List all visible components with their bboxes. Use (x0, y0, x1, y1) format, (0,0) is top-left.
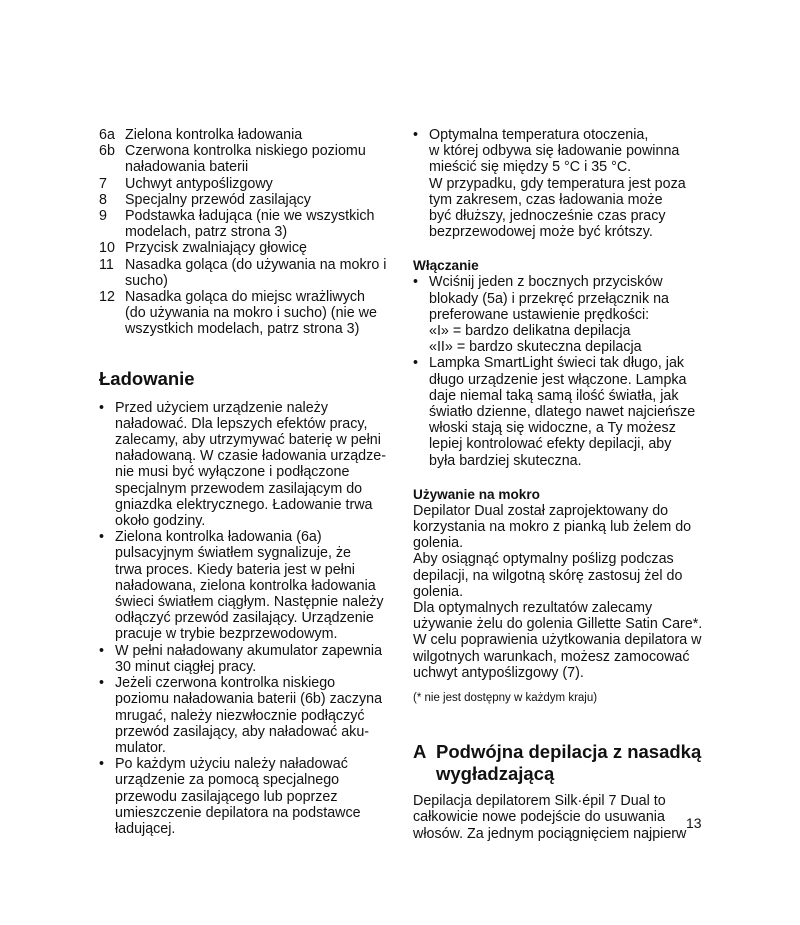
text-line: pracuje w trybie bezprzewodowym. (115, 626, 338, 643)
text-line: mieścić się między 5 °C i 35 °C. (429, 159, 632, 176)
part-text: Zielona kontrolka ładowania (125, 127, 303, 143)
text-line: Zielona kontrolka ładowania (6a) (115, 529, 322, 546)
list-item (99, 400, 393, 530)
text-line: Dla optymalnych rezultatów zalecamy (413, 600, 653, 617)
part-number: 10 (99, 240, 115, 257)
text-line: specjalnym przewodem zasilającym do (115, 480, 363, 497)
bullet-icon: • (413, 274, 419, 291)
parts-list-item (99, 208, 393, 240)
text-line: blokady (5a) i przekręć przełącznik na (429, 290, 669, 307)
list-item (413, 355, 705, 468)
text-line: W przypadku, gdy temperatura jest poza (429, 175, 686, 192)
text-line: daje niemal taką samą ilość światła, jak (429, 387, 679, 404)
text-line: włoski stają się widoczne, a Ty możesz (429, 420, 676, 437)
text-line: być dłuższy, jednocześnie czas pracy (429, 208, 666, 225)
bullet-icon: • (99, 675, 105, 692)
parts-list-item (99, 143, 393, 175)
list-item (99, 529, 393, 642)
text-line: mulator. (115, 739, 166, 756)
text-line: światło dzienne, dlatego nawet najcieńsze (429, 404, 696, 421)
text-line: Lampka SmartLight świeci tak długo, jak (429, 355, 685, 372)
part-text: sucho) (125, 272, 168, 289)
text-line: lepiej kontrolować efekty depilacji, aby (429, 436, 672, 453)
parts-list-item (99, 192, 393, 208)
part-text: Przycisk zwalniający głowicę (125, 240, 307, 257)
part-number: 6a (99, 127, 115, 143)
part-text: Uchwyt antypoślizgowy (125, 175, 273, 192)
charging-list (99, 400, 393, 837)
text-line: była bardziej skuteczna. (429, 452, 582, 469)
text-line: długo urządzenie jest włączone. Lampka (429, 371, 687, 388)
text-line: poziomu naładowania baterii (6b) zaczyna (115, 691, 383, 708)
text-line: używanie żelu do golenia Gillette Satin Care*. (413, 616, 703, 633)
bullet-icon: • (413, 355, 419, 372)
text-line: preferowane ustawienie prędkości: (429, 306, 650, 323)
text-line: wilgotnych warunkach, możesz zamocować (413, 648, 690, 665)
part-text: Specjalny przewód zasilający (125, 191, 311, 208)
text-line: golenia. (413, 535, 464, 552)
text-line: golenia. (413, 583, 464, 600)
text-line: świeci światłem ciągłym. Następnie należy (115, 594, 384, 611)
part-number: 7 (99, 175, 107, 192)
text-line: W pełni naładowany akumulator zapewnia (115, 642, 383, 659)
text-line: przewód zasilający, aby naładować aku- (115, 723, 370, 740)
part-text: Czerwona kontrolka niskiego poziomu (125, 143, 366, 160)
text-line: w której odbywa się ładowanie powinna (429, 143, 680, 160)
text-line: Depilator Dual został zaprojektowany do (413, 502, 669, 519)
text-line: nie musi być wyłączone i podłączone (115, 464, 350, 481)
left-column (99, 127, 393, 837)
charging-heading: Ładowanie (99, 367, 195, 389)
part-text: (do używania na mokro i sucho) (nie we (125, 305, 377, 322)
switching-on-list (413, 274, 705, 468)
text-line: Wciśnij jeden z bocznych przycisków (429, 274, 663, 291)
footnote: (* nie jest dostępny w każdym kraju) (413, 692, 598, 705)
text-line: urządzenie za pomocą specjalnego (115, 772, 340, 789)
right-column (413, 127, 705, 842)
bullet-icon: • (413, 127, 419, 143)
list-item (99, 675, 393, 756)
text-line: Po każdym użyciu należy naładować (115, 756, 348, 773)
text-line: zalecamy, aby utrzymywać baterię w pełni (115, 432, 381, 449)
page-number: 13 (686, 815, 702, 831)
list-item (413, 127, 705, 240)
parts-list (99, 127, 393, 338)
parts-list-item (99, 257, 393, 289)
text-line: naładować. Dla lepszych efektów pracy, (115, 415, 368, 432)
part-text: Nasadka goląca do miejsc wrażliwych (125, 289, 365, 306)
bullet-icon: • (99, 399, 105, 416)
text-line: depilacji, na wilgotną skórę zastosuj żel do (413, 567, 683, 584)
text-line: pulsacyjnym światłem sygnalizuje, że (115, 545, 351, 562)
text-line: odłączyć przewód zasilający. Urządzenie (115, 610, 374, 627)
part-number: 11 (99, 256, 114, 273)
text-line: gniazdka elektrycznego. Ładowanie trwa (115, 496, 373, 513)
text-line: Jeżeli czerwona kontrolka niskiego (115, 675, 336, 692)
text-line: przewodu zasilającego lub poprzez (115, 788, 338, 805)
parts-list-item (99, 240, 393, 256)
text-line: 30 minut ciągłej pracy. (115, 658, 257, 675)
temperature-list (413, 127, 705, 240)
text-line: W celu poprawienia użytkowania depilatora w (413, 632, 702, 649)
section-letter: A (413, 741, 427, 763)
text-line: Optymalna temperatura otoczenia, (429, 127, 649, 143)
part-text: Podstawka ładująca (nie we wszystkich (125, 208, 375, 225)
switching-on-heading: Włączanie (413, 258, 479, 274)
bullet-icon: • (99, 529, 105, 546)
text-line: korzystania na mokro z pianką lub żelem do (413, 519, 692, 536)
text-line: naładowaną. W czasie ładowania urządze- (115, 448, 386, 465)
text-line: «I» = bardzo delikatna depilacja (429, 323, 631, 340)
bullet-icon: • (99, 756, 105, 773)
wet-use-text (413, 503, 705, 681)
text-line: trwa proces. Kiedy bateria jest w pełni (115, 561, 355, 578)
part-number: 8 (99, 191, 107, 208)
text-line: uchwyt antypoślizgowy (7). (413, 664, 584, 681)
part-text: naładowania baterii (125, 159, 249, 176)
text-line: Depilacja depilatorem Silk·épil 7 Dual to (413, 793, 666, 810)
section-title-line: wygładzającą (436, 763, 555, 785)
text-line: ładującej. (115, 820, 176, 837)
parts-list-item (99, 127, 393, 143)
text-line: bezprzewodowej może być krótszy. (429, 224, 653, 241)
part-text: Nasadka goląca (do używania na mokro i (125, 256, 387, 273)
text-line: tym zakresem, czas ładowania może (429, 191, 663, 208)
text-line: około godziny. (115, 513, 206, 530)
wet-use-heading: Używanie na mokro (413, 486, 540, 502)
section-a-text (413, 793, 705, 842)
text-line: mrugać, należy niezwłocznie podłączyć (115, 707, 365, 724)
list-item (413, 274, 705, 355)
text-line: całkowicie nowe podejście do usuwania (413, 809, 665, 826)
parts-list-item (99, 176, 393, 192)
part-number: 9 (99, 208, 107, 225)
text-line: naładowana, zielona kontrolka ładowania (115, 577, 376, 594)
parts-list-item (99, 289, 393, 338)
part-text: modelach, patrz strona 3) (125, 224, 288, 241)
list-item (99, 756, 393, 837)
section-title-line: Podwójna depilacja z nasadką (436, 741, 702, 763)
part-number: 6b (99, 143, 115, 160)
text-line: «II» = bardzo skuteczna depilacja (429, 339, 642, 356)
bullet-icon: • (99, 642, 105, 659)
part-number: 12 (99, 289, 115, 306)
text-line: Przed użyciem urządzenie należy (115, 399, 328, 416)
text-line: włosów. Za jednym pociągnięciem najpierw (413, 825, 687, 842)
list-item (99, 643, 393, 675)
section-a-heading (413, 741, 705, 785)
text-line: umieszczenie depilatora na podstawce (115, 804, 361, 821)
text-line: Aby osiągnąć optymalny poślizg podczas (413, 551, 674, 568)
part-text: wszystkich modelach, patrz strona 3) (125, 321, 360, 338)
